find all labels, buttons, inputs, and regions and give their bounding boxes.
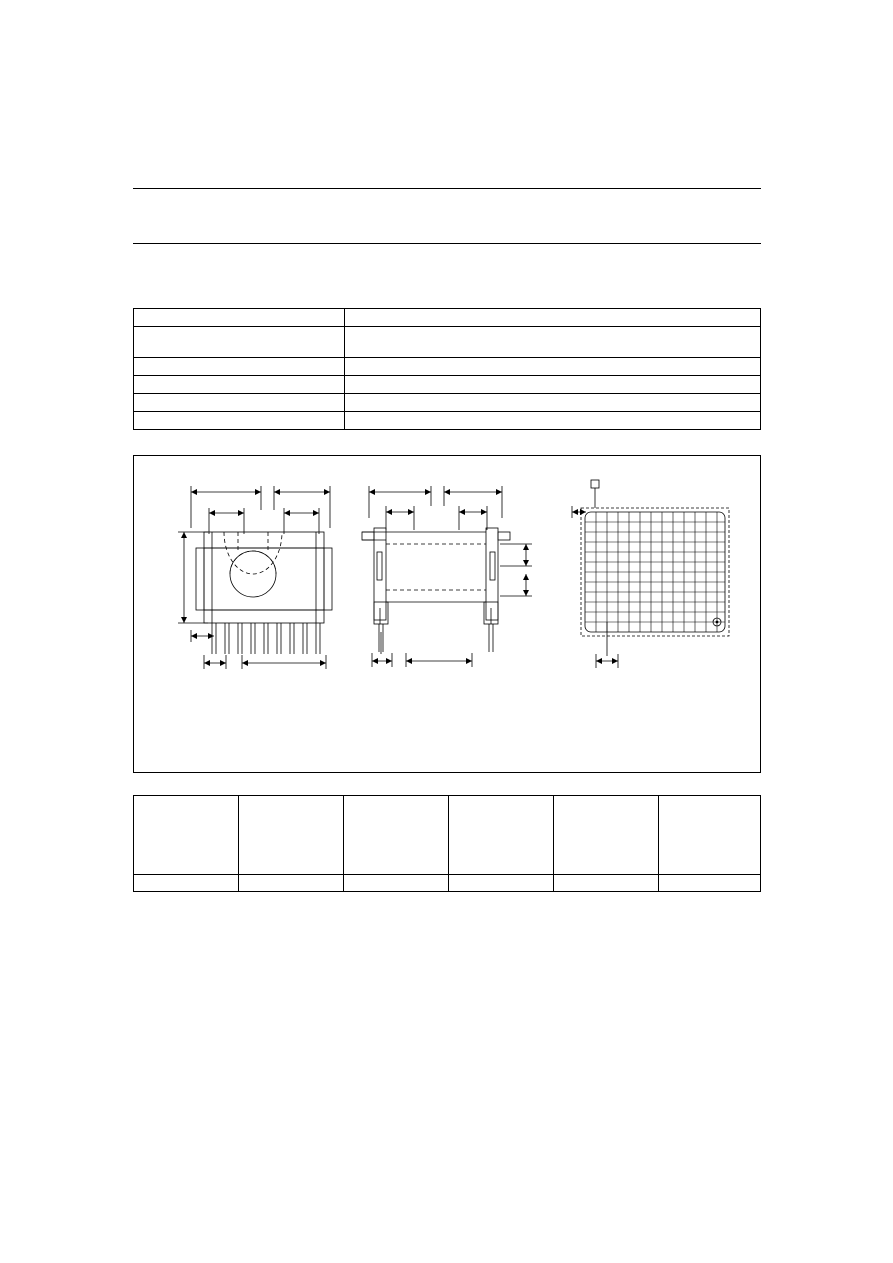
spec-value bbox=[345, 394, 761, 412]
table-cell bbox=[449, 875, 554, 892]
side-view bbox=[362, 486, 532, 667]
header-rule-bottom bbox=[133, 243, 761, 244]
table-cell bbox=[554, 875, 659, 892]
table-cell bbox=[659, 875, 761, 892]
spec-label bbox=[134, 327, 345, 358]
spec-label bbox=[134, 309, 345, 327]
table-row bbox=[134, 309, 761, 327]
table-row bbox=[134, 327, 761, 358]
spec-value bbox=[345, 412, 761, 430]
spec-label bbox=[134, 412, 345, 430]
table-row bbox=[134, 875, 761, 892]
spec-value bbox=[345, 327, 761, 358]
bottom-view bbox=[572, 480, 729, 668]
table-row bbox=[134, 376, 761, 394]
spec-label bbox=[134, 358, 345, 376]
table-row bbox=[134, 412, 761, 430]
table-cell bbox=[344, 875, 449, 892]
column-header bbox=[134, 796, 239, 875]
spec-value bbox=[345, 376, 761, 394]
technical-drawing-figure bbox=[133, 455, 761, 773]
column-header bbox=[659, 796, 761, 875]
column-header bbox=[554, 796, 659, 875]
table-row bbox=[134, 394, 761, 412]
dimension-table bbox=[133, 795, 761, 892]
spec-value bbox=[345, 309, 761, 327]
spec-table bbox=[133, 308, 761, 430]
spec-value bbox=[345, 358, 761, 376]
column-header bbox=[239, 796, 344, 875]
column-header bbox=[449, 796, 554, 875]
table-header-row bbox=[134, 796, 761, 875]
column-header bbox=[344, 796, 449, 875]
front-view bbox=[178, 486, 332, 669]
table-row bbox=[134, 358, 761, 376]
spec-label bbox=[134, 394, 345, 412]
header-rule-top bbox=[133, 188, 761, 189]
table-cell bbox=[134, 875, 239, 892]
table-cell bbox=[239, 875, 344, 892]
spec-label bbox=[134, 376, 345, 394]
